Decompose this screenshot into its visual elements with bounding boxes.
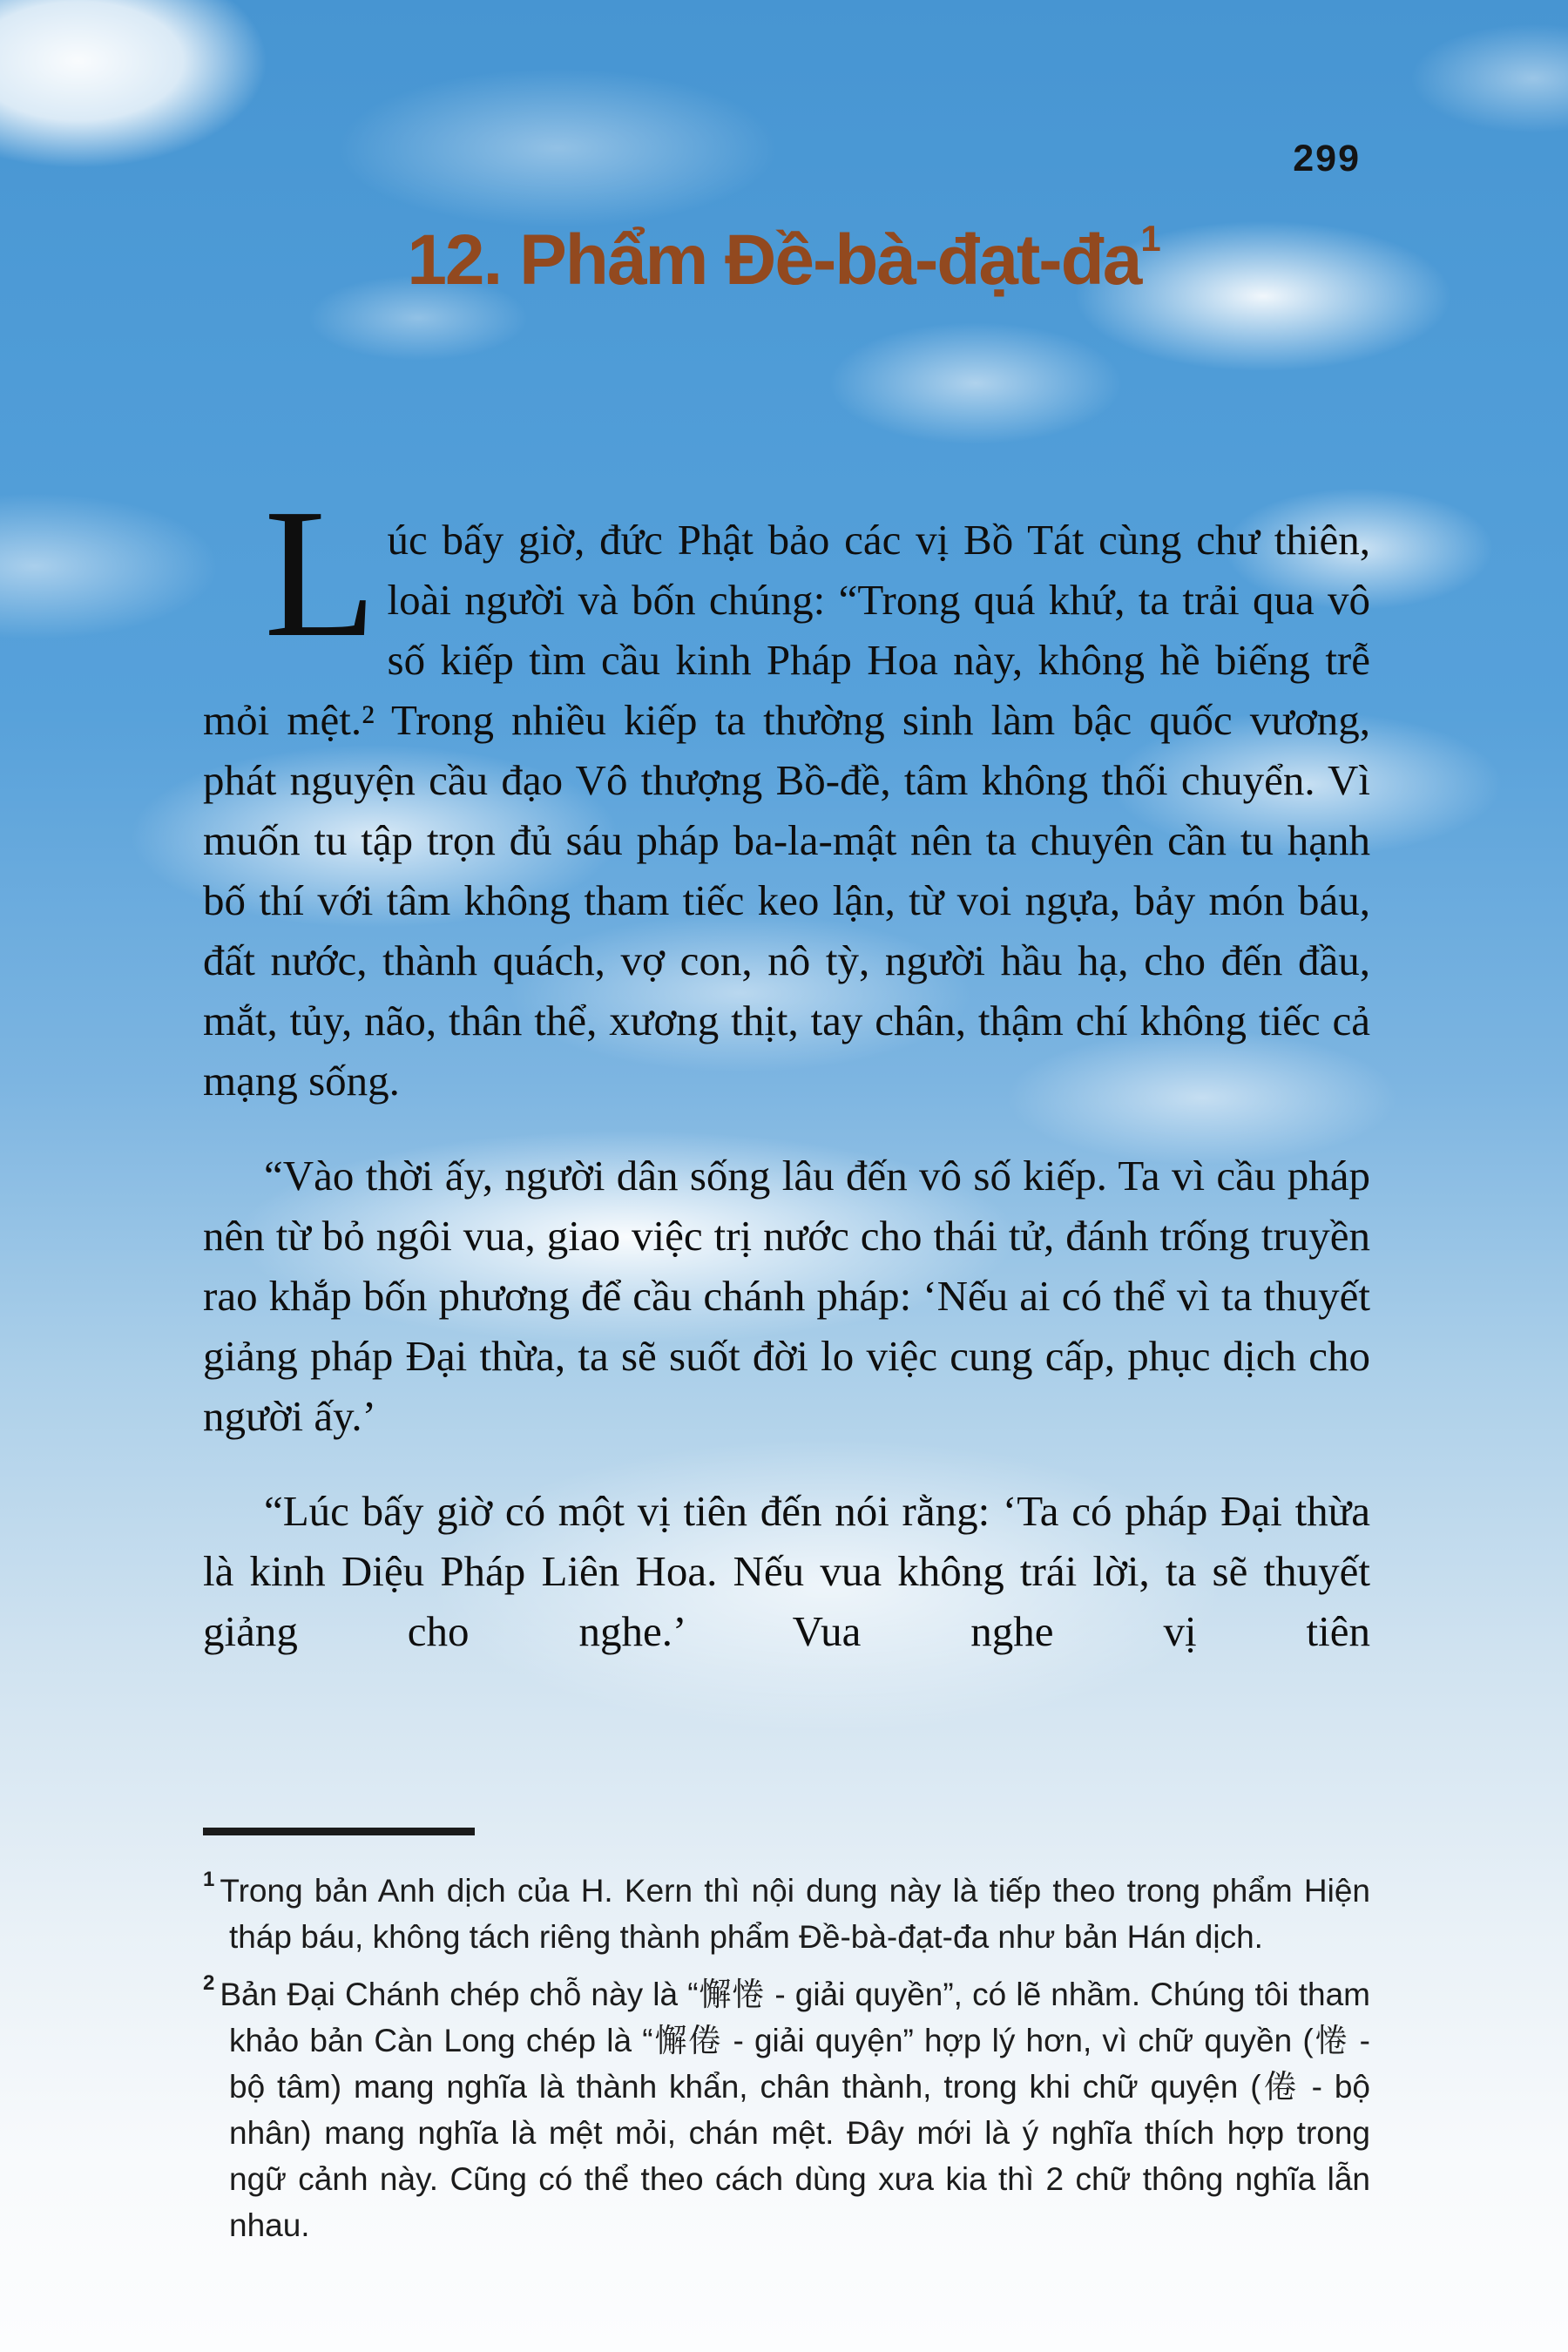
chapter-title <box>0 218 1568 301</box>
body-text <box>203 470 1370 1661</box>
page-number: 299 <box>1293 138 1361 179</box>
paragraph-3: “Lúc bấy giờ có một vị tiên đến nói rằng: ‘Ta có pháp Đại thừa là kinh Diệu Pháp Liên Hoa. Nếu vua không trái lời, ta sẽ thuyết giảng cho nghe.’ Vua nghe vị tiên <box>203 1487 1370 1655</box>
footnote-2-text: Bản Đại Chánh chép chỗ này là “懈惓 - giải quyền”, có lẽ nhầm. Chúng tôi tham khảo bản Càn Long chép là “懈倦 - giải quyện” hợp lý hơn, vì chữ quyền (惓 - bộ tâm) mang nghĩa là thành khẩn, chân thành, trong khi chữ quyện (倦 - bộ nhân) mang nghĩa là mệt mỏi, chán mệt. Đây mới là ý nghĩa thích hợp trong ngữ cảnh này. Cũng có thể theo cách dùng xưa kia thì 2 chữ thông nghĩa lẫn nhau. <box>220 1977 1370 2243</box>
paragraph-2: “Vào thời ấy, người dân sống lâu đến vô số kiếp. Ta vì cầu pháp nên từ bỏ ngôi vua, giao việc trị nước cho thái tử, đánh trống truyền rao khắp bốn phương để cầu chánh pháp: ‘Nếu ai có thể vì ta thuyết giảng pháp Đại thừa, ta sẽ suốt đời lo việc cung cấp, phục dịch cho người ấy.’ <box>203 1152 1370 1440</box>
footnotes-section <box>203 1828 1370 2248</box>
footnote-separator-rule <box>203 1828 475 1835</box>
paragraph-1-text: úc bấy giờ, đức Phật bảo các vị Bồ Tát cùng chư thiên, loài người và bốn chúng: “Trong quá khứ, ta trải qua vô số kiếp tìm cầu kinh Pháp Hoa này, không hề biếng trễ mỏi mệt.² Trong nhiều kiếp ta thường sinh làm bậc quốc vương, phát nguyện cầu đạo Vô thượng Bồ-đề, tâm không thối chuyển. Vì muốn tu tập trọn đủ sáu pháp ba-la-mật nên ta chuyên cần tu hạnh bố thí với tâm không tham tiếc keo lận, từ voi ngựa, bảy món báu, đất nước, thành quách, vợ con, nô tỳ, người hầu hạ, cho đến đầu, mắt, tủy, não, thân thể, xương thịt, tay chân, thậm chí không tiếc cả mạng sống. <box>203 516 1370 1105</box>
chapter-title-text: 12. Phẩm Đề-bà-đạt-đa <box>407 220 1141 300</box>
dropcap-letter: L <box>264 470 377 675</box>
footnote-1-marker: 1 <box>203 1868 215 1891</box>
footnote-1 <box>203 1856 1370 1960</box>
footnote-1-text: Trong bản Anh dịch của H. Kern thì nội dung này là tiếp theo trong phẩm Hiện tháp báu, không tách riêng thành phẩm Đề-bà-đạt-đa như bản Hán dịch. <box>220 1873 1370 1955</box>
paragraph-1 <box>203 470 1370 1111</box>
footnote-2-marker: 2 <box>203 1971 215 1995</box>
chapter-title-footnote-ref: 1 <box>1140 218 1161 259</box>
footnote-2 <box>203 1960 1370 2248</box>
